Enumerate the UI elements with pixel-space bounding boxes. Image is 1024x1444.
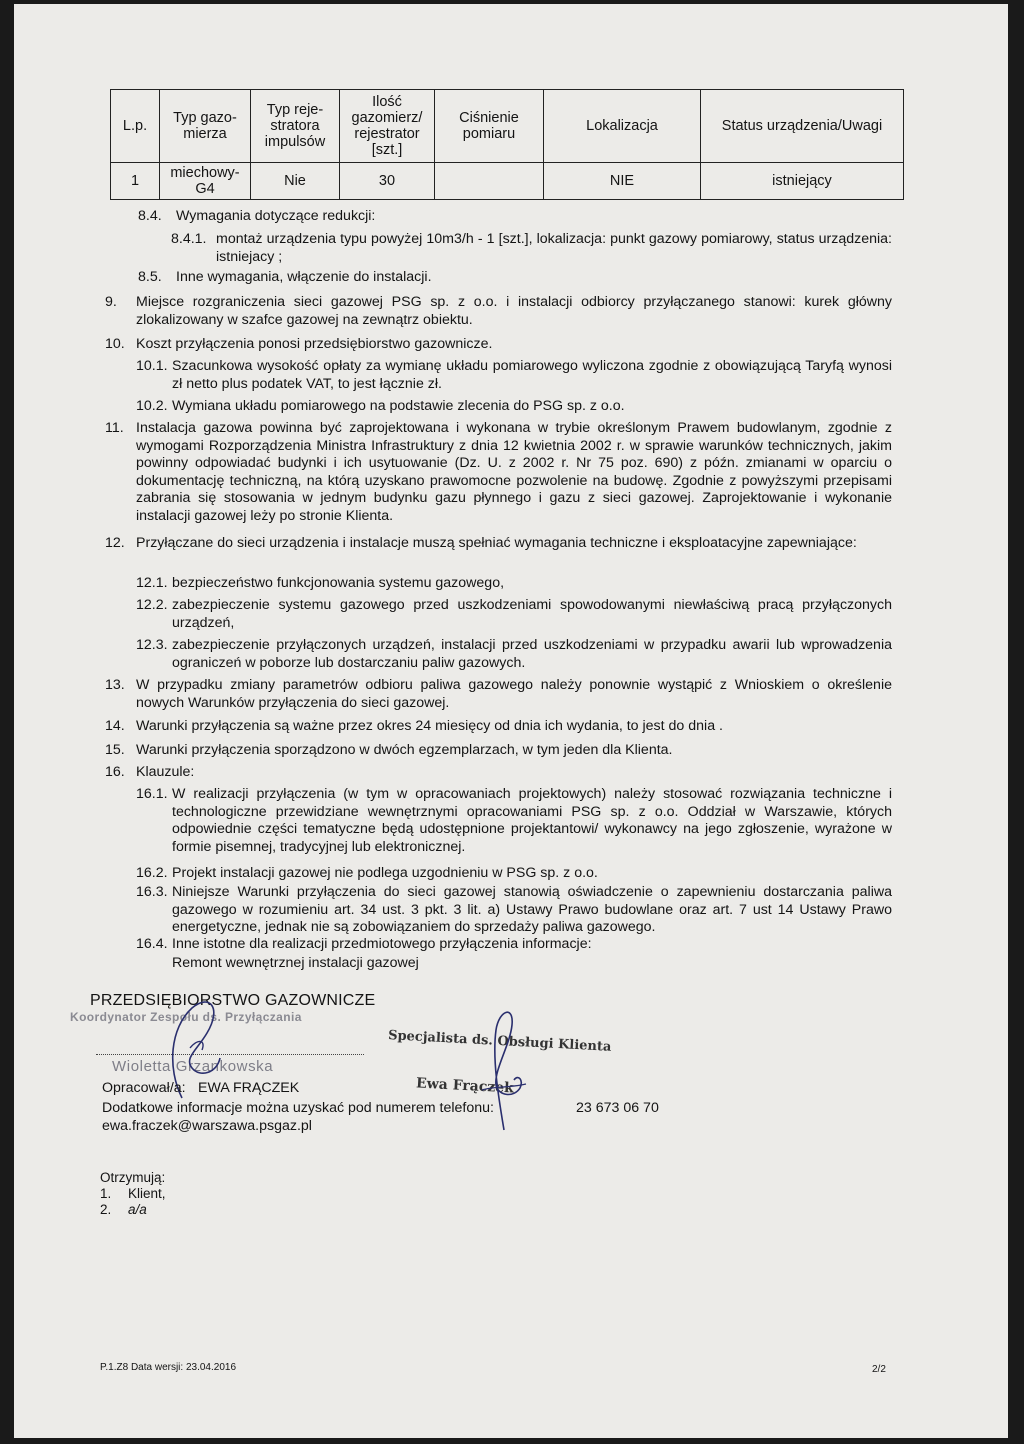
- specialist-stamp: Specjalista ds. Obsługi Klienta: [387, 1028, 612, 1055]
- col-header-quantity: Ilość gazomierz/ rejestrator [szt.]: [340, 90, 435, 163]
- item-13-num: 13.: [105, 677, 125, 693]
- col-header-lp: L.p.: [111, 90, 160, 163]
- item-9-text: Miejsce rozgraniczenia sieci gazowej PSG sp. z o.o. i instalacji odbiorcy przyłączanego stanowi: kurek główny zlokalizowany w szafce gazowej na zewnątrz obiektu.: [136, 294, 892, 328]
- cell-location: NIE: [544, 163, 701, 200]
- page-number: 2/2: [872, 1364, 886, 1375]
- recipient-1-num: 1.: [100, 1186, 112, 1201]
- item-16-4-num: 16.4.: [136, 936, 168, 952]
- item-8-4-1-text: montaż urządzenia typu powyżej 10m3/h - 1 [szt.], lokalizacja: punkt gazowy pomiarowy, status urządzenia: istniejacy ;: [216, 231, 892, 265]
- cell-lp: 1: [111, 163, 160, 200]
- col-header-recorder-type: Typ reje- stratora impulsów: [251, 90, 340, 163]
- item-16-4-text: Inne istotne dla realizacji przedmiotowego przyłączenia informacje:: [172, 936, 592, 952]
- item-12-1-text: bezpieczeństwo funkcjonowania systemu gazowego,: [172, 575, 505, 591]
- recipient-2-num: 2.: [100, 1202, 112, 1217]
- item-10-num: 10.: [105, 336, 125, 352]
- item-12-text: Przyłączane do sieci urządzenia i instalacje muszą spełniać wymagania techniczne i eksploatacyjne zapewniające:: [136, 535, 857, 551]
- item-15-num: 15.: [105, 742, 125, 758]
- contact-email: ewa.fraczek@warszawa.psgaz.pl: [102, 1118, 312, 1134]
- table-header-row: [111, 90, 904, 163]
- item-16-3-num: 16.3.: [136, 884, 168, 900]
- item-16-2-text: Projekt instalacji gazowej nie podlega uzgodnieniu w PSG sp. z o.o.: [172, 865, 598, 881]
- contact-info: Dodatkowe informacje można uzyskać pod numerem telefonu:: [102, 1100, 494, 1116]
- item-12-2-num: 12.2.: [136, 597, 168, 613]
- col-header-location: Lokalizacja: [544, 90, 701, 163]
- item-12-3-num: 12.3.: [136, 637, 168, 653]
- col-header-pressure: Ciśnienie pomiaru: [435, 90, 544, 163]
- recipient-2-name: a/a: [128, 1202, 147, 1217]
- item-10-2-num: 10.2.: [136, 398, 168, 414]
- item-8-4-num: 8.4.: [138, 208, 162, 224]
- coordinator-name-stamp: Wioletta Grzankowska: [112, 1058, 274, 1075]
- item-11-num: 11.: [105, 420, 124, 436]
- item-9-num: 9.: [105, 294, 117, 310]
- cell-quantity: 30: [340, 163, 435, 200]
- col-header-meter-type: Typ gazo- mierza: [160, 90, 251, 163]
- specialist-signature: [474, 1000, 534, 1140]
- cell-meter-type: miechowy- G4: [160, 163, 251, 200]
- item-10-2-text: Wymiana układu pomiarowego na podstawie zlecenia do PSG sp. z o.o.: [172, 398, 625, 414]
- item-13-text: W przypadku zmiany parametrów odbioru paliwa gazowego należy ponownie wystąpić z Wnioskiem o określenie nowych Warunków przyłączenia do sieci gazowej.: [136, 677, 892, 711]
- prepared-by-name: EWA FRĄCZEK: [198, 1080, 300, 1096]
- table-row: [111, 163, 904, 200]
- item-16-1-text: W realizacji przyłączenia (w tym w opracowaniach projektowych) należy stosować rozwiązania techniczne i technologiczne przewidziane wewnętrznymi opracowaniami PSG sp. z o.o. Oddział w Warszawie, których odpowiednie części tematyczne będą udostępnione projektantowi/ wykonawcy na jego zgłoszenie, wyrażone w formie pisemnej, tradycyjnej lub elektronicznej.: [172, 786, 892, 855]
- contact-phone: 23 673 06 70: [576, 1100, 659, 1116]
- item-11-text: Instalacja gazowa powinna być zaprojektowana i wykonana w trybie określonym Prawem budowlanym, zgodnie z wymogami Rozporządzenia Ministra Infrastruktury z dnia 12 kwietnia 2002 r. w sprawie warunków technicznych, jakim powinny odpowiadać budynki i ich usytuowanie (Dz. U. z 2002 r. Nr 75 poz. 690) z późn. zmianami w oparciu o dokumentację techniczną, na którą uzyskano prawomocne pozwolenie na budowę. Zgodnie z powyższymi przepisami zabrania się stosowania w jednym budynku gazu płynnego i gazu z sieci gazowej. Zaprojektowanie i wykonanie instalacji gazowej leży po stronie Klienta.: [136, 420, 892, 524]
- item-16-2-num: 16.2.: [136, 865, 168, 881]
- item-12-2-text: zabezpieczenie systemu gazowego przed uszkodzeniami spowodowanymi niewłaściwą pracą przyłączonych urządzeń,: [172, 597, 892, 631]
- recipients-label: Otrzymują:: [100, 1170, 166, 1185]
- item-10-1-num: 10.1.: [136, 358, 168, 374]
- recipient-1-name: Klient,: [128, 1186, 166, 1201]
- item-15-text: Warunki przyłączenia sporządzono w dwóch egzemplarzach, w tym jeden dla Klienta.: [136, 742, 673, 758]
- item-8-4-text: Wymagania dotyczące redukcji:: [176, 208, 376, 224]
- cell-status: istniejący: [701, 163, 904, 200]
- specialist-name-stamp: Ewa Frączek: [415, 1075, 515, 1097]
- item-16-3-text: Niniejsze Warunki przyłączenia do sieci gazowej stanowią oświadczenie o zapewnieniu dostarczania paliwa gazowego w rozumieniu art. 34 ust. 3 pkt. 3 lit. a) Ustawy Prawo budowlane oraz art. 7 ust 14 Ustawy Prawo energetyczne, jednak nie są zobowiązaniem do sprzedaży paliwa gazowego.: [172, 884, 892, 935]
- item-16-4-detail: Remont wewnętrznej instalacji gazowej: [172, 955, 419, 971]
- item-14-num: 14.: [105, 718, 125, 734]
- item-16-num: 16.: [105, 764, 125, 780]
- item-10-text: Koszt przyłączenia ponosi przedsiębiorstwo gazownicze.: [136, 336, 493, 352]
- item-12-1-num: 12.1.: [136, 575, 168, 591]
- item-8-5-num: 8.5.: [138, 269, 162, 285]
- company-stamp: PRZEDSIĘBIORSTWO GAZOWNICZE: [90, 992, 376, 1009]
- item-16-text: Klauzule:: [136, 764, 195, 780]
- col-header-status: Status urządzenia/Uwagi: [701, 90, 904, 163]
- item-12-num: 12.: [105, 535, 125, 551]
- document-page: [14, 4, 1008, 1438]
- cell-pressure: [435, 163, 544, 200]
- item-8-5-text: Inne wymagania, włączenie do instalacji.: [176, 269, 432, 285]
- item-10-1-text: Szacunkowa wysokość opłaty za wymianę układu pomiarowego wyliczona zgodnie z obowiązującą Taryfą wynosi zł netto plus podatek VAT, to jest łącznie zł.: [172, 358, 892, 392]
- item-12-3-text: zabezpieczenie przyłączonych urządzeń, instalacji przed uszkodzeniami w przypadku awarii lub wprowadzenia ograniczeń w poborze lub dostarczaniu paliw gazowych.: [172, 637, 892, 671]
- prepared-by-label: Opracował/a:: [102, 1080, 186, 1096]
- meter-table: [110, 89, 904, 200]
- item-16-1-num: 16.1.: [136, 786, 168, 802]
- cell-recorder-type: Nie: [251, 163, 340, 200]
- item-14-text: Warunki przyłączenia są ważne przez okres 24 miesięcy od dnia ich wydania, to jest do dnia .: [136, 718, 723, 734]
- version-footer: P.1.Z8 Data wersji: 23.04.2016: [100, 1362, 237, 1373]
- coordinator-stamp: Koordynator Zespołu ds. Przyłączania: [70, 1010, 302, 1024]
- item-8-4-1-num: 8.4.1.: [171, 231, 207, 247]
